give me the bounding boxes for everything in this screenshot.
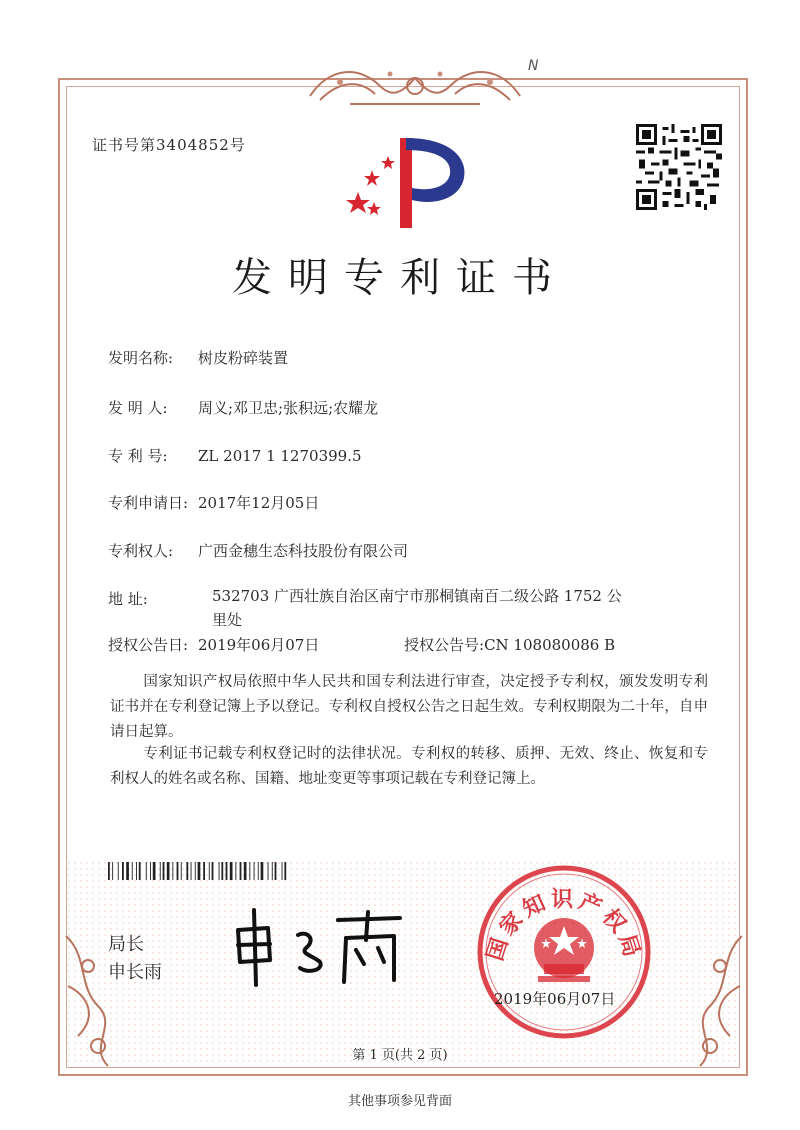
field-patent-number [108, 445, 362, 466]
barcode-bar [268, 862, 269, 880]
field-value: CN 108080086 B [484, 636, 616, 654]
barcode-bar [195, 862, 196, 880]
field-value: 2019年06月07日 [198, 636, 320, 654]
barcode-bar [212, 862, 214, 880]
barcode-bar [139, 862, 141, 880]
field-value: 2017年12月05日 [198, 494, 320, 512]
field-value: 广西金穗生态科技股份有限公司 [198, 542, 409, 560]
barcode-bar [209, 862, 210, 880]
barcode-bar [272, 862, 273, 880]
barcode-bar [258, 862, 259, 880]
official-seal [476, 864, 652, 1040]
field-announce-number [404, 634, 615, 655]
field-value: ZL 2017 1 1270399.5 [198, 447, 362, 465]
barcode-bar [230, 862, 233, 880]
field-filing-date [108, 492, 319, 513]
barcode-bar [172, 862, 173, 880]
barcode-bar [240, 862, 242, 880]
barcode-bar [244, 862, 247, 880]
barcode-bar [198, 862, 201, 880]
top-ornament [290, 56, 540, 116]
field-value: 周义;邓卫忠;张积远;农耀龙 [198, 399, 379, 417]
seal-date: 2019年06月07日 [494, 990, 616, 1008]
barcode-bar [118, 862, 119, 880]
barcode-bar [108, 862, 110, 880]
field-invention-name [108, 347, 288, 368]
barcode-bar [282, 862, 283, 880]
barcode [108, 862, 386, 880]
field-label: 专 利 号: [108, 447, 168, 465]
paragraph-legal-status: 专利证书记载专利权登记时的法律状况。专利权的转移、质押、无效、终止、恢复和专利权人的姓名或名称、国籍、地址变更等事项记载在专利登记簿上。 [110, 746, 708, 787]
director-name: 申长雨 [108, 962, 162, 983]
pen-mark: N [528, 58, 539, 74]
barcode-bar [249, 862, 250, 880]
field-label: 地 址: [108, 590, 148, 608]
footer-note: 其他事项参见背面 [347, 1094, 452, 1109]
barcode-bar [146, 862, 147, 880]
field-inventors [108, 397, 378, 418]
handwritten-signature [228, 900, 408, 990]
field-address [108, 588, 198, 609]
field-label: 专利权人: [108, 542, 174, 560]
barcode-bar [122, 862, 124, 880]
barcode-bar [153, 862, 156, 880]
barcode-bar [254, 862, 255, 880]
field-label: 发明名称: [108, 349, 174, 367]
barcode-bar [181, 862, 182, 880]
qr-code [636, 124, 722, 210]
barcode-bar [132, 862, 133, 880]
barcode-bar [112, 862, 113, 880]
field-label: 发 明 人: [108, 399, 168, 417]
barcode-bar [167, 862, 170, 880]
barcode-bar [150, 862, 151, 880]
barcode-bar [163, 862, 165, 880]
barcode-bar [275, 862, 277, 880]
barcode-bar [261, 862, 264, 880]
barcode-bar [219, 862, 220, 880]
barcode-bar [160, 862, 161, 880]
barcode-bar [177, 862, 179, 880]
barcode-bar [284, 862, 286, 880]
paragraph-grant-statement: 国家知识产权局依照中华人民共和国专利法进行审查，决定授予专利权，颁发发明专利证书并在专利登记簿上予以登记。专利权自授权公告之日起生效。专利权期限为二十年，自申请日起算。 [110, 674, 708, 740]
address-value: 532703 广西壮族自治区南宁市那桐镇南百二级公路 1752 公里处 [212, 587, 622, 629]
barcode-bar [235, 862, 236, 880]
barcode-bar [136, 862, 137, 880]
barcode-bar [221, 862, 223, 880]
field-label: 授权公告日: [108, 636, 189, 654]
certificate-title: 发明专利证书 [232, 255, 568, 301]
barcode-bar [186, 862, 188, 880]
field-patentee [108, 540, 408, 561]
page-number: 第 1 页(共 2 页) [352, 1048, 448, 1063]
field-value: 树皮粉碎装置 [198, 349, 289, 367]
barcode-bar [203, 862, 205, 880]
seal-text: 国家知识产权局 [482, 887, 646, 964]
field-label: 专利申请日: [108, 494, 189, 512]
field-announce-date [108, 634, 319, 655]
barcode-bar [226, 862, 228, 880]
barcode-bar [191, 862, 192, 880]
field-label: 授权公告号: [404, 636, 485, 654]
barcode-bar [126, 862, 129, 880]
cnipa-logo [340, 130, 470, 230]
director-title: 局长 [108, 934, 144, 955]
certificate-number: 证书号第3404852号 [92, 136, 246, 154]
